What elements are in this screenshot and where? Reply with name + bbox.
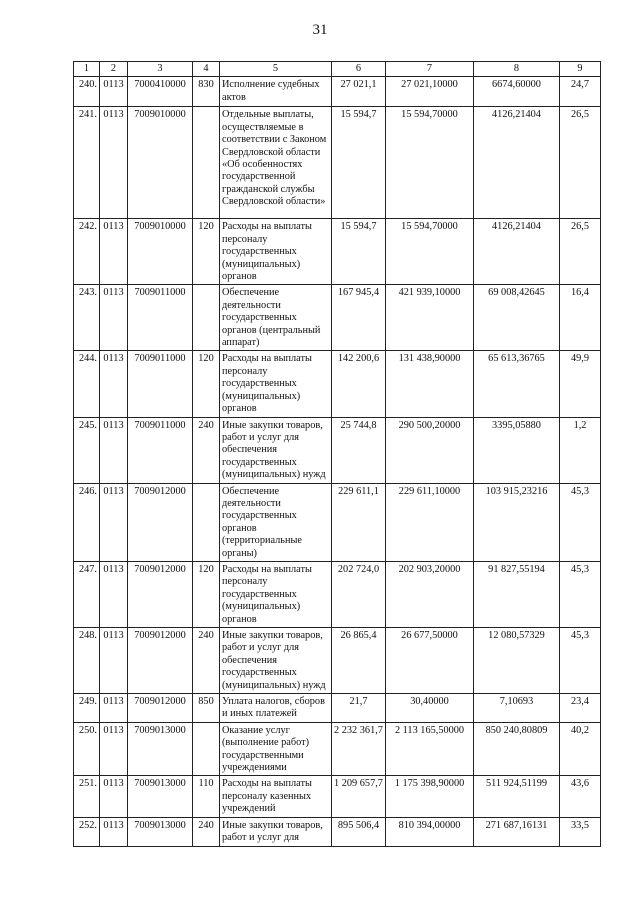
table-row	[74, 776, 601, 817]
amount-col7: 30,40000	[386, 694, 474, 723]
section-code: 0113	[100, 417, 128, 483]
expense-type-code	[193, 285, 220, 351]
expense-name: Расходы на выплаты персоналу государственных (муниципальных) органов	[220, 351, 332, 417]
target-article-code: 7000410000	[128, 77, 193, 107]
section-code: 0113	[100, 561, 128, 627]
expense-name: Исполнение судебных актов	[220, 77, 332, 107]
amount-col6: 895 506,4	[332, 817, 386, 846]
amount-col8: 4126,21404	[474, 107, 560, 219]
target-article-code: 7009010000	[128, 219, 193, 285]
row-number: 250.	[74, 722, 100, 776]
amount-col7: 27 021,10000	[386, 77, 474, 107]
amount-col7: 26 677,50000	[386, 628, 474, 694]
table-row	[74, 694, 601, 723]
column-header: 9	[560, 62, 601, 77]
amount-col6: 25 744,8	[332, 417, 386, 483]
amount-col6: 15 594,7	[332, 107, 386, 219]
section-code: 0113	[100, 694, 128, 723]
target-article-code: 7009013000	[128, 776, 193, 817]
expense-type-code: 240	[193, 417, 220, 483]
target-article-code: 7009012000	[128, 694, 193, 723]
amount-col8: 91 827,55194	[474, 561, 560, 627]
amount-col7: 202 903,20000	[386, 561, 474, 627]
amount-col8: 3395,05880	[474, 417, 560, 483]
table-header-row	[74, 62, 601, 77]
amount-col6: 21,7	[332, 694, 386, 723]
amount-col7: 15 594,70000	[386, 107, 474, 219]
target-article-code: 7009012000	[128, 561, 193, 627]
percent-value: 1,2	[560, 417, 601, 483]
budget-table	[73, 61, 601, 847]
section-code: 0113	[100, 628, 128, 694]
percent-value: 45,3	[560, 628, 601, 694]
row-number: 240.	[74, 77, 100, 107]
amount-col6: 229 611,1	[332, 483, 386, 561]
table-row	[74, 107, 601, 219]
expense-name: Обеспечение деятельности государственных органов (центральный аппарат)	[220, 285, 332, 351]
table-row	[74, 219, 601, 285]
section-code: 0113	[100, 776, 128, 817]
page-number: 31	[312, 22, 328, 38]
table-row	[74, 417, 601, 483]
amount-col8: 4126,21404	[474, 219, 560, 285]
percent-value: 16,4	[560, 285, 601, 351]
percent-value: 23,4	[560, 694, 601, 723]
amount-col8: 12 080,57329	[474, 628, 560, 694]
section-code: 0113	[100, 219, 128, 285]
column-header: 3	[128, 62, 193, 77]
target-article-code: 7009011000	[128, 351, 193, 417]
expense-type-code: 830	[193, 77, 220, 107]
section-code: 0113	[100, 77, 128, 107]
row-number: 249.	[74, 694, 100, 723]
table-row	[74, 722, 601, 776]
expense-name: Обеспечение деятельности государственных органов (территориальные органы)	[220, 483, 332, 561]
amount-col8: 65 613,36765	[474, 351, 560, 417]
column-header: 7	[386, 62, 474, 77]
expense-type-code	[193, 722, 220, 776]
table-row	[74, 285, 601, 351]
amount-col6: 202 724,0	[332, 561, 386, 627]
percent-value: 45,3	[560, 561, 601, 627]
amount-col7: 810 394,00000	[386, 817, 474, 846]
table-row	[74, 561, 601, 627]
amount-col6: 26 865,4	[332, 628, 386, 694]
table-row	[74, 351, 601, 417]
row-number: 247.	[74, 561, 100, 627]
column-header: 6	[332, 62, 386, 77]
expense-type-code: 120	[193, 219, 220, 285]
expense-name: Иные закупки товаров, работ и услуг для обеспечения государственных (муниципальных) нужд	[220, 417, 332, 483]
section-code: 0113	[100, 483, 128, 561]
section-code: 0113	[100, 722, 128, 776]
row-number: 245.	[74, 417, 100, 483]
row-number: 251.	[74, 776, 100, 817]
row-number: 244.	[74, 351, 100, 417]
amount-col8: 271 687,16131	[474, 817, 560, 846]
amount-col6: 142 200,6	[332, 351, 386, 417]
row-number: 246.	[74, 483, 100, 561]
section-code: 0113	[100, 351, 128, 417]
percent-value: 26,5	[560, 219, 601, 285]
section-code: 0113	[100, 285, 128, 351]
table-row	[74, 77, 601, 107]
amount-col6: 2 232 361,7	[332, 722, 386, 776]
percent-value: 24,7	[560, 77, 601, 107]
expense-type-code	[193, 483, 220, 561]
amount-col6: 1 209 657,7	[332, 776, 386, 817]
table-row	[74, 483, 601, 561]
column-header: 2	[100, 62, 128, 77]
percent-value: 49,9	[560, 351, 601, 417]
row-number: 241.	[74, 107, 100, 219]
percent-value: 33,5	[560, 817, 601, 846]
section-code: 0113	[100, 817, 128, 846]
expense-type-code: 240	[193, 817, 220, 846]
expense-name: Расходы на выплаты персоналу казенных учреждений	[220, 776, 332, 817]
amount-col7: 229 611,10000	[386, 483, 474, 561]
expense-name: Иные закупки товаров, работ и услуг для обеспечения государственных (муниципальных) нужд	[220, 628, 332, 694]
target-article-code: 7009013000	[128, 817, 193, 846]
expense-type-code	[193, 107, 220, 219]
expense-type-code: 120	[193, 351, 220, 417]
target-article-code: 7009010000	[128, 107, 193, 219]
amount-col7: 421 939,10000	[386, 285, 474, 351]
expense-name: Иные закупки товаров, работ и услуг для	[220, 817, 332, 846]
expense-type-code: 240	[193, 628, 220, 694]
amount-col7: 1 175 398,90000	[386, 776, 474, 817]
amount-col7: 290 500,20000	[386, 417, 474, 483]
column-header: 4	[193, 62, 220, 77]
expense-name: Уплата налогов, сборов и иных платежей	[220, 694, 332, 723]
amount-col8: 7,10693	[474, 694, 560, 723]
section-code: 0113	[100, 107, 128, 219]
expense-name: Расходы на выплаты персоналу государственных (муниципальных) органов	[220, 561, 332, 627]
amount-col8: 69 008,42645	[474, 285, 560, 351]
target-article-code: 7009011000	[128, 417, 193, 483]
row-number: 243.	[74, 285, 100, 351]
target-article-code: 7009013000	[128, 722, 193, 776]
percent-value: 40,2	[560, 722, 601, 776]
expense-name: Отдельные выплаты, осуществляемые в соответствии с Законом Свердловской области «Об особенностях государственной гражданской службы Свердловской области»	[220, 107, 332, 219]
target-article-code: 7009012000	[128, 628, 193, 694]
column-header: 1	[74, 62, 100, 77]
amount-col7: 131 438,90000	[386, 351, 474, 417]
table-row	[74, 817, 601, 846]
amount-col8: 103 915,23216	[474, 483, 560, 561]
amount-col8: 511 924,51199	[474, 776, 560, 817]
row-number: 248.	[74, 628, 100, 694]
amount-col6: 167 945,4	[332, 285, 386, 351]
amount-col7: 2 113 165,50000	[386, 722, 474, 776]
table-row	[74, 628, 601, 694]
expense-name: Расходы на выплаты персоналу государственных (муниципальных) органов	[220, 219, 332, 285]
amount-col6: 15 594,7	[332, 219, 386, 285]
percent-value: 26,5	[560, 107, 601, 219]
amount-col6: 27 021,1	[332, 77, 386, 107]
row-number: 242.	[74, 219, 100, 285]
amount-col8: 6674,60000	[474, 77, 560, 107]
percent-value: 45,3	[560, 483, 601, 561]
expense-type-code: 110	[193, 776, 220, 817]
expense-type-code: 850	[193, 694, 220, 723]
row-number: 252.	[74, 817, 100, 846]
percent-value: 43,6	[560, 776, 601, 817]
expense-name: Оказание услуг (выполнение работ) государственными учреждениями	[220, 722, 332, 776]
amount-col8: 850 240,80809	[474, 722, 560, 776]
amount-col7: 15 594,70000	[386, 219, 474, 285]
expense-type-code: 120	[193, 561, 220, 627]
target-article-code: 7009012000	[128, 483, 193, 561]
target-article-code: 7009011000	[128, 285, 193, 351]
column-header: 8	[474, 62, 560, 77]
column-header: 5	[220, 62, 332, 77]
